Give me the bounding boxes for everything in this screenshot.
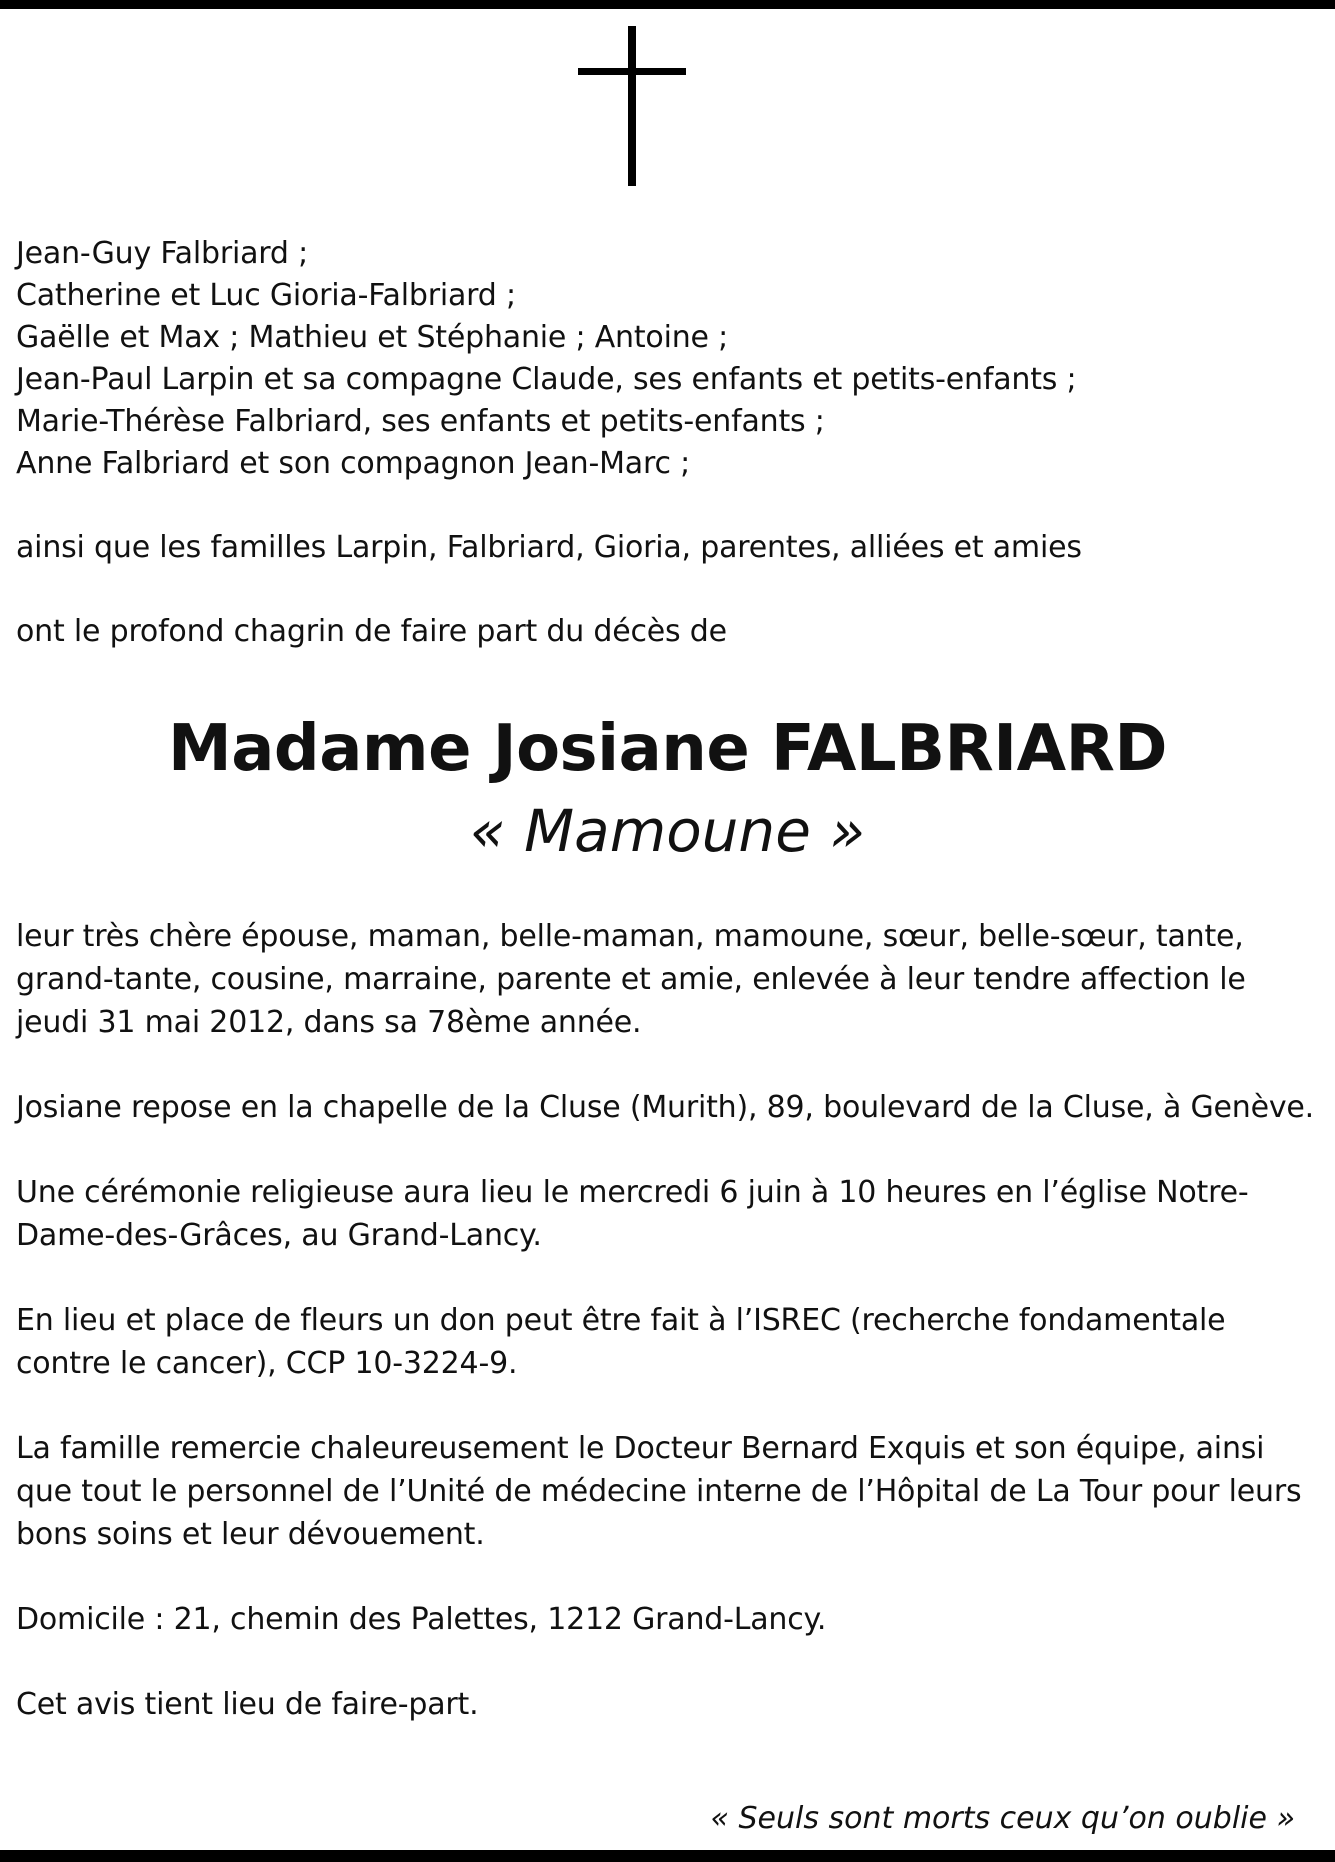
deceased-nickname: « Mamoune » xyxy=(469,797,866,865)
closing-quote: « Seuls sont morts ceux qu’on oublie » xyxy=(710,1801,1295,1836)
announce-line: ont le profond chagrin de faire part du décès de xyxy=(16,614,727,649)
thanks-paragraph: La famille remercie chaleureusement le Docteur Bernard Exquis et son équipe, ainsi que tout le personnel de l’Unité de médecine interne de l’Hôpital de La Tour pour leurs bons soins et leur dévouement. xyxy=(16,1431,1302,1552)
families-line: ainsi que les familles Larpin, Falbriard, Gioria, parentes, alliées et amies xyxy=(16,530,1082,565)
family-line: Anne Falbriard et son compagnon Jean-Marc ; xyxy=(16,446,691,481)
notice-body xyxy=(16,915,1316,1726)
family-line: Jean-Guy Falbriard ; xyxy=(16,236,308,271)
latin-cross-icon xyxy=(578,26,686,186)
family-line: Marie-Thérèse Falbriard, ses enfants et petits-enfants ; xyxy=(16,404,825,439)
cross-horizontal-bar xyxy=(578,68,686,75)
top-border-rule xyxy=(0,0,1335,9)
notice-paragraph: Cet avis tient lieu de faire-part. xyxy=(16,1687,479,1722)
tribute-paragraph: leur très chère épouse, maman, belle-maman, mamoune, sœur, belle-sœur, tante, grand-tante, cousine, marraine, parente et amie, enlevée à leur tendre affection le jeudi 31 mai 2012, dans sa 78ème année. xyxy=(16,919,1246,1040)
donation-paragraph: En lieu et place de fleurs un don peut être fait à l’ISREC (recherche fondamentale contre le cancer), CCP 10-3224-9. xyxy=(16,1303,1226,1381)
repose-paragraph: Josiane repose en la chapelle de la Cluse (Murith), 89, boulevard de la Cluse, à Genève. xyxy=(16,1090,1315,1125)
family-line: Jean-Paul Larpin et sa compagne Claude, ses enfants et petits-enfants ; xyxy=(16,362,1077,397)
family-line: Gaëlle et Max ; Mathieu et Stéphanie ; Antoine ; xyxy=(16,320,729,355)
ceremony-paragraph: Une cérémonie religieuse aura lieu le mercredi 6 juin à 10 heures en l’église Notre-Dame-des-Grâces, au Grand-Lancy. xyxy=(16,1175,1249,1253)
domicile-paragraph: Domicile : 21, chemin des Palettes, 1212 Grand-Lancy. xyxy=(16,1602,827,1637)
family-line: Catherine et Luc Gioria-Falbriard ; xyxy=(16,278,516,313)
family-section xyxy=(16,233,1306,653)
cross-vertical-bar xyxy=(628,26,636,186)
deceased-name: Madame Josiane FALBRIARD xyxy=(168,712,1167,786)
bottom-border-rule xyxy=(0,1850,1335,1862)
